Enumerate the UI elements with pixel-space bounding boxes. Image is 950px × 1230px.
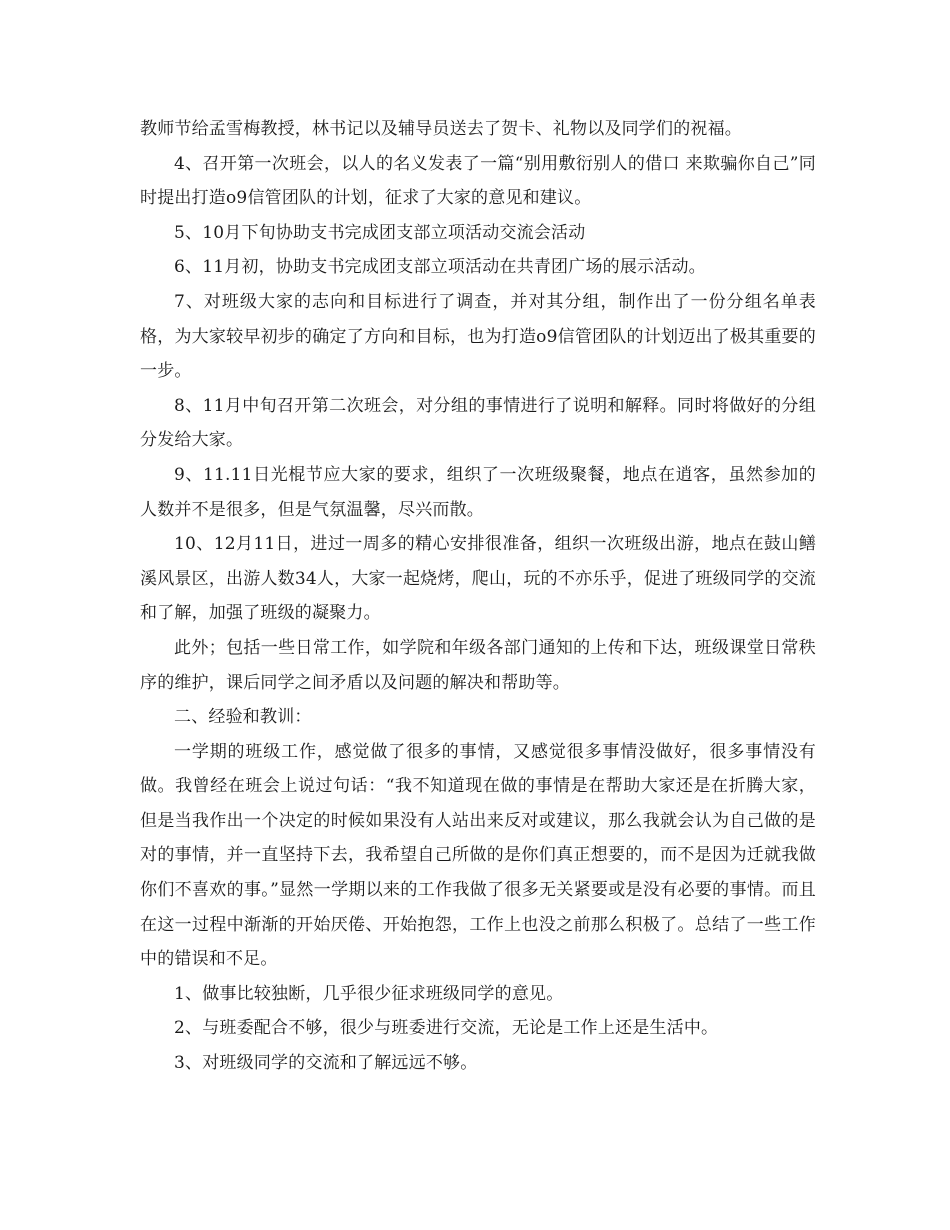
paragraph-item-4: 4、召开第一次班会，以人的名义发表了一篇“别用敷衍别人的借口 来欺骗你自己”同时提出打造o9信管团队的计划，征求了大家的意见和建议。 [140, 153, 816, 209]
document-body [140, 112, 816, 1081]
paragraph-reflection: 一学期的班级工作，感觉做了很多的事情，又感觉很多事情没做好，很多事情没有做。我曾经在班会上说过句话：“我不知道现在做的事情是在帮助大家还是在折腾大家，但是当我作出一个决定的时候如果没有人站出来反对或建议，那么我就会认为自己做的是对的事情，并一直坚持下去，我希望自己所做的是你们真正想要的，而不是因为迁就我做你们不喜欢的事。”显然一学期以来的工作我做了很多无关紧要或是没有必要的事情。而且在这一过程中渐渐的开始厌倦、开始抱怨，工作上也没之前那么积极了。总结了一些工作中的错误和不足。 [140, 741, 816, 970]
paragraph-item-8: 8、11月中旬召开第二次班会，对分组的事情进行了说明和解释。同时将做好的分组分发给大家。 [140, 395, 816, 451]
paragraph-item-5: 5、10月下旬协助支书完成团支部立项活动交流会活动 [174, 222, 586, 243]
section-heading-lessons: 二、经验和教训： [174, 707, 312, 728]
paragraph-continuation: 教师节给孟雪梅教授，林书记以及辅导员送去了贺卡、礼物以及同学们的祝福。 [140, 119, 742, 139]
lesson-item-1: 1、做事比较独断，几乎很少征求班级同学的意见。 [174, 983, 564, 1004]
paragraph-item-9: 9、11.11日光棍节应大家的要求，组织了一次班级聚餐，地点在逍客，虽然参加的人数并不是很多，但是气氛温馨，尽兴而散。 [140, 464, 816, 520]
lesson-item-2: 2、与班委配合不够，很少与班委进行交流，无论是工作上还是生活中。 [174, 1018, 719, 1039]
lesson-item-3: 3、对班级同学的交流和了解远远不够。 [174, 1053, 478, 1074]
paragraph-item-7: 7、对班级大家的志向和目标进行了调查，并对其分组，制作出了一份分组名单表格，为大家较早初步的确定了方向和目标，也为打造o9信管团队的计划迈出了极其重要的一步。 [140, 291, 816, 382]
paragraph-additional: 此外；包括一些日常工作，如学院和年级各部门通知的上传和下达，班级课堂日常秩序的维护，课后同学之间矛盾以及问题的解决和帮助等。 [140, 637, 816, 693]
paragraph-item-10: 10、12月11日，进过一周多的精心安排很准备，组织一次班级出游，地点在鼓山鳝溪风景区，出游人数34人，大家一起烧烤，爬山，玩的不亦乐乎，促进了班级同学的交流和了解，加强了班级的凝聚力。 [140, 534, 816, 624]
paragraph-item-6: 6、11月初，协助支书完成团支部立项活动在共青团广场的展示活动。 [174, 257, 706, 278]
